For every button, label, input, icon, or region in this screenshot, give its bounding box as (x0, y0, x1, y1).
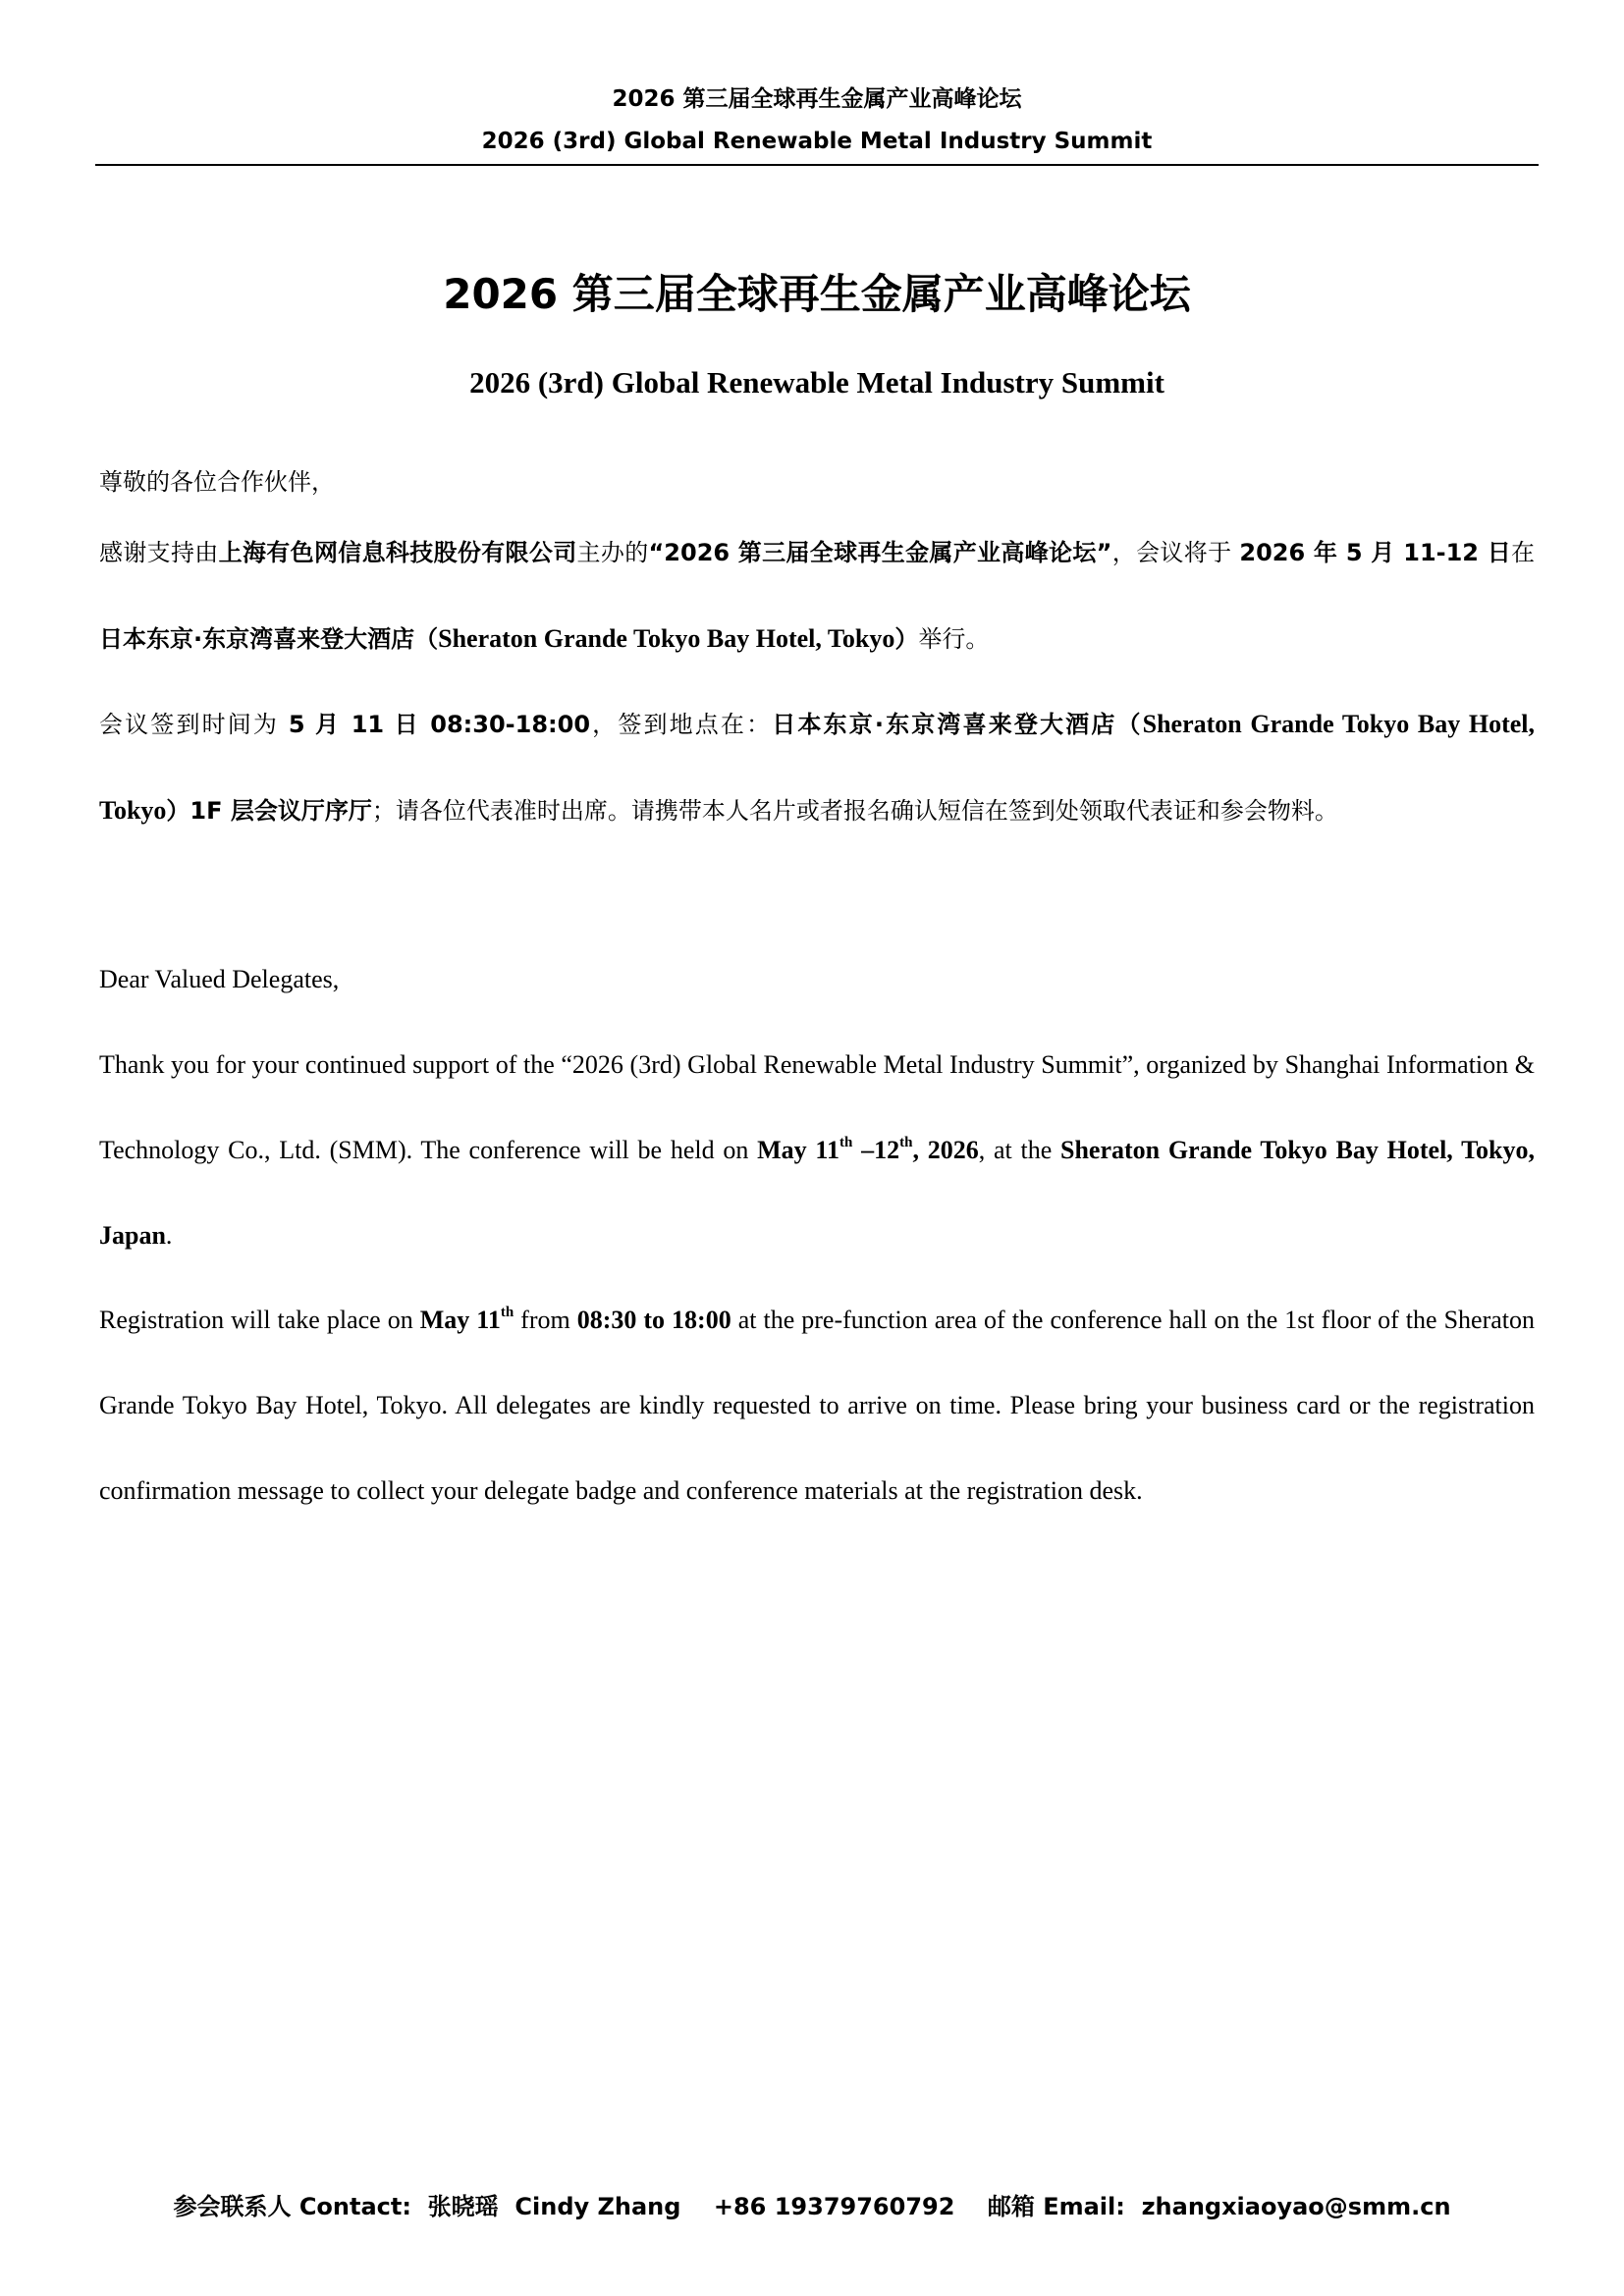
p1-venue-open: （ (414, 625, 439, 653)
paragraph-en-2 (99, 1277, 1535, 1533)
p4-time: 08:30 to 18:00 (576, 1306, 731, 1334)
p2-text-1: 会议签到时间为 (99, 711, 289, 738)
page-title-cn: 2026 第三届全球再生金属产业高峰论坛 (443, 270, 1191, 318)
p4-date-day: May 11 (419, 1306, 501, 1334)
page-title-en: 2026 (3rd) Global Renewable Metal Industry Summit (469, 365, 1164, 400)
header-divider (95, 164, 1539, 166)
p2-venue-close: ） (166, 797, 190, 825)
p1-date: 2026 年 5 月 11-12 日 (1239, 539, 1512, 566)
p1-text-4: 在 (1511, 539, 1536, 566)
p2-time: 5 月 11 日 08:30-18:00 (288, 711, 591, 738)
p1-organizer: 上海有色网信息科技股份有限公司 (218, 539, 577, 566)
p2-text-2: ，签到地点在： (590, 711, 773, 738)
contact-footer: 参会联系人 Contact: 张晓瑶 Cindy Zhang +86 19379760792 邮箱 Email: zhangxiaoyao@smm.cn (173, 2193, 1451, 2220)
running-header-en: 2026 (3rd) Global Renewable Metal Industry Summit (481, 129, 1153, 154)
greeting-cn-text: 尊敬的各位合作伙伴， (99, 468, 335, 496)
p1-venue-close: ） (894, 625, 919, 653)
greeting-en (99, 936, 1535, 1022)
p4-date-sup: th (500, 1305, 514, 1321)
p4-text-1: Registration will take place on (99, 1306, 420, 1334)
p2-venue-open: （ (1116, 711, 1143, 738)
p4-text-3: at the pre-function area of the conference hall on the 1st floor of the Sheraton Grande Tokyo Bay Hotel, Tokyo. All delegates are kindly requested to arrive on time. Please bring your business card or the registration confirmation message to collect your delegate badge and conference materials at the registration desk. (99, 1306, 1535, 1505)
p3-text-1: Thank you for your continued support of the “2026 (3rd) Global Renewable Metal Industry Summit”, organized by Shanghai Information & Technology Co., Ltd. (SMM). The conference will be held on (99, 1050, 1535, 1164)
p3-venue: Sheraton Grande Tokyo Bay Hotel, Tokyo, Japan (99, 1136, 1535, 1250)
p1-event: “2026 第三届全球再生金属产业高峰论坛” (648, 539, 1112, 566)
paragraph-cn-2 (99, 681, 1535, 854)
p2-venue: 日本东京·东京湾喜来登大酒店 (772, 711, 1117, 738)
p4-text-2: from (514, 1306, 577, 1334)
greeting-en-text: Dear Valued Delegates, (99, 965, 340, 993)
paragraph-cn-1 (99, 510, 1535, 682)
paragraph-en-1 (99, 1022, 1535, 1278)
p3-date (757, 1136, 979, 1164)
p3-date-year: , 2026 (912, 1136, 979, 1164)
p3-text-3: . (165, 1221, 173, 1250)
p3-date-day2: –12 (852, 1136, 900, 1164)
p4-date (420, 1306, 514, 1334)
p3-date-day1: May 11 (757, 1136, 839, 1164)
p1-text-5: 举行。 (918, 625, 990, 653)
p2-floor: 1F 层会议厅序厅 (189, 797, 372, 825)
p1-venue-en: Sheraton Grande Tokyo Bay Hotel, Tokyo (438, 624, 895, 653)
p1-text-2: 主办的 (576, 539, 649, 566)
p2-text-3: ；请各位代表准时出席。请携带本人名片或者报名确认短信在签到处领取代表证和参会物料。 (371, 797, 1338, 825)
p3-text-2: , at the (978, 1136, 1060, 1164)
p1-text-1: 感谢支持由 (99, 539, 219, 566)
p1-text-3: ，会议将于 (1111, 539, 1240, 566)
p2-venue-en: Sheraton Grande Tokyo Bay Hotel, Tokyo (99, 710, 1536, 825)
p3-date-sup2: th (899, 1135, 913, 1151)
p1-venue: 日本东京·东京湾喜来登大酒店 (99, 625, 415, 653)
p3-date-sup1: th (839, 1135, 853, 1151)
running-header-cn: 2026 第三届全球再生金属产业高峰论坛 (612, 86, 1022, 112)
